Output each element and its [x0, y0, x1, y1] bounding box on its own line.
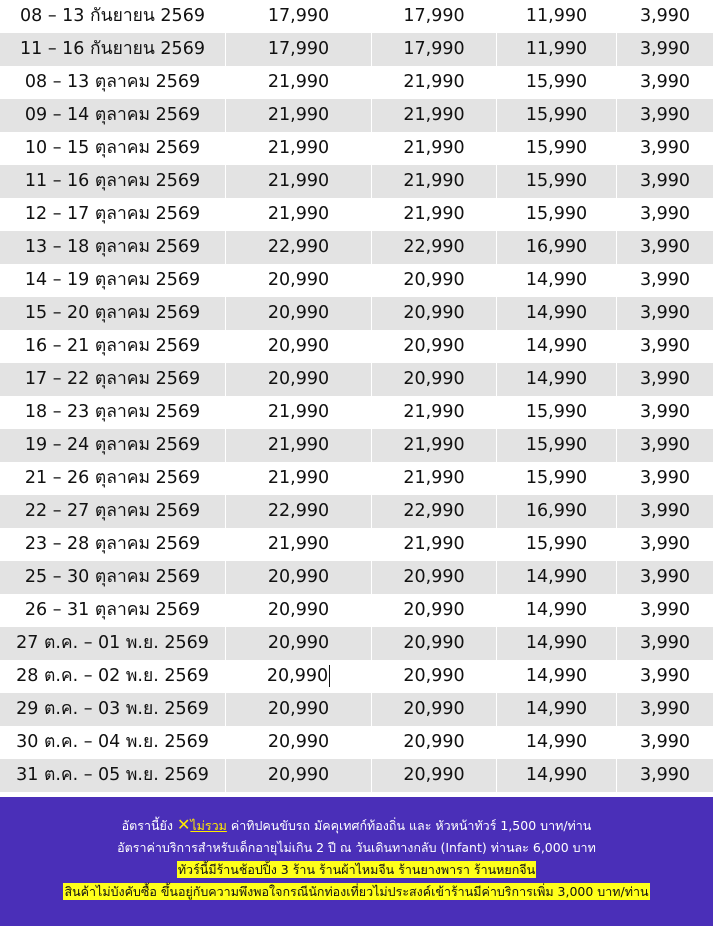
condition-line-4: [0, 881, 713, 903]
price-cell: [225, 165, 371, 198]
cell-text: 3,990: [639, 435, 691, 455]
price-cell: [616, 693, 713, 726]
price-cell: [616, 297, 713, 330]
cell-text: 3,990: [639, 633, 691, 653]
price-cell: [616, 396, 713, 429]
price-cell: [496, 66, 616, 99]
price-cell: [616, 528, 713, 561]
cell-text: 08 – 13 กันยายน 2569: [20, 6, 205, 26]
cell-text: 3,990: [639, 468, 691, 488]
price-cell: [371, 759, 496, 792]
price-cell: [371, 198, 496, 231]
table-row: [0, 297, 713, 330]
price-cell: [225, 660, 371, 693]
table-row: [0, 198, 713, 231]
cell-text: 22,990: [403, 501, 465, 521]
cell-text: 20,990: [267, 303, 330, 323]
price-cell: [371, 693, 496, 726]
cell-text: 13 – 18 ตุลาคม 2569: [24, 237, 201, 257]
cell-text: 20,990: [267, 336, 330, 356]
table-row: [0, 759, 713, 792]
cell-text: 3,990: [639, 600, 691, 620]
travel-date-cell: [0, 363, 225, 396]
price-cell: [496, 528, 616, 561]
cell-text: 20,990: [267, 369, 330, 389]
price-cell: [616, 462, 713, 495]
cell-text: 21,990: [403, 138, 465, 158]
price-cell: [496, 330, 616, 363]
table-row: [0, 165, 713, 198]
price-cell: [225, 495, 371, 528]
cell-text: 14 – 19 ตุลาคม 2569: [24, 270, 201, 290]
price-cell: [496, 660, 616, 693]
cell-text: 20,990: [267, 633, 330, 653]
price-cell: [225, 561, 371, 594]
price-cell: [225, 759, 371, 792]
table-row: [0, 330, 713, 363]
price-cell: [225, 264, 371, 297]
cell-text: 14,990: [525, 336, 588, 356]
cell-text: 17,990: [267, 39, 330, 59]
cell-text: 09 – 14 ตุลาคม 2569: [24, 105, 201, 125]
price-cell: [225, 693, 371, 726]
cell-text: 21 – 26 ตุลาคม 2569: [24, 468, 201, 488]
cell-text: 20,990: [267, 699, 330, 719]
cell-text: 3,990: [639, 336, 691, 356]
price-cell: [496, 759, 616, 792]
price-cell: [225, 594, 371, 627]
table-row: [0, 66, 713, 99]
table-row: [0, 264, 713, 297]
travel-date-cell: [0, 66, 225, 99]
cell-text: 11 – 16 ตุลาคม 2569: [24, 171, 201, 191]
travel-date-cell: [0, 627, 225, 660]
cell-text: 21,990: [267, 534, 330, 554]
price-cell: [371, 726, 496, 759]
cell-text: 21,990: [267, 402, 330, 422]
cell-text: 3,990: [639, 699, 691, 719]
cell-text: 14,990: [525, 765, 588, 785]
cell-text: 17,990: [267, 6, 330, 26]
price-cell: [616, 594, 713, 627]
cell-text: 29 ต.ค. – 03 พ.ย. 2569: [16, 699, 209, 719]
cell-text: 19 – 24 ตุลาคม 2569: [24, 435, 201, 455]
conditions-panel: [0, 797, 713, 926]
cell-text: 22,990: [267, 237, 330, 257]
cell-text: 20,990: [403, 303, 465, 323]
shopping-note: ทัวร์นี้มีร้านช้อปปิ้ง 3 ร้าน ร้านผ้าไหมจีน ร้านยางพารา ร้านหยกจีน: [177, 862, 536, 877]
cell-text: 08 – 13 ตุลาคม 2569: [24, 72, 201, 92]
price-cell: [496, 495, 616, 528]
cell-text: 21,990: [403, 468, 465, 488]
price-cell: [371, 462, 496, 495]
cell-text: 20,990: [403, 633, 465, 653]
cell-text: 22,990: [403, 237, 465, 257]
travel-date-cell: [0, 594, 225, 627]
price-cell: [616, 759, 713, 792]
price-cell: [496, 726, 616, 759]
table-row: [0, 627, 713, 660]
cell-text: 20,990: [403, 369, 465, 389]
price-cell: [496, 198, 616, 231]
cell-text: 23 – 28 ตุลาคม 2569: [24, 534, 201, 554]
cell-text: 3,990: [639, 138, 691, 158]
travel-date-cell: [0, 693, 225, 726]
cell-text: 20,990: [267, 600, 330, 620]
travel-date-cell: [0, 396, 225, 429]
table-row: [0, 528, 713, 561]
cell-text: 21,990: [403, 204, 465, 224]
price-cell: [371, 165, 496, 198]
price-cell: [616, 99, 713, 132]
price-cell: [371, 396, 496, 429]
not-included-label: ไม่รวม: [190, 818, 227, 833]
price-cell: [225, 462, 371, 495]
travel-date-cell: [0, 99, 225, 132]
cell-text: 11,990: [525, 6, 588, 26]
price-cell: [371, 495, 496, 528]
cell-text: 3,990: [639, 204, 691, 224]
price-cell: [496, 462, 616, 495]
cell-text: 21,990: [267, 138, 330, 158]
travel-date-cell: [0, 198, 225, 231]
cell-text: 15,990: [525, 435, 588, 455]
travel-date-cell: [0, 561, 225, 594]
cell-text: 3,990: [639, 765, 691, 785]
price-cell: [496, 132, 616, 165]
table-row: [0, 231, 713, 264]
price-cell: [616, 132, 713, 165]
cell-text: 20,990: [403, 567, 465, 587]
price-cell: [616, 429, 713, 462]
cell-text: 15,990: [525, 105, 588, 125]
cell-text: 21,990: [403, 402, 465, 422]
table-row: [0, 462, 713, 495]
price-cell: [371, 132, 496, 165]
price-cell: [371, 99, 496, 132]
price-cell: [496, 33, 616, 66]
cell-text: 21,990: [267, 468, 330, 488]
table-row: [0, 594, 713, 627]
price-cell: [225, 627, 371, 660]
price-cell: [496, 297, 616, 330]
cell-text: 20,990: [403, 270, 465, 290]
cell-text: 20,990: [403, 699, 465, 719]
cell-text: 30 ต.ค. – 04 พ.ย. 2569: [16, 732, 209, 752]
travel-date-cell: [0, 759, 225, 792]
cell-text: 11,990: [525, 39, 588, 59]
price-cell: [616, 660, 713, 693]
price-cell: [496, 363, 616, 396]
cell-text: 3,990: [639, 171, 691, 191]
cell-text: 21,990: [267, 204, 330, 224]
cell-text: 15,990: [525, 534, 588, 554]
cell-text: 21,990: [267, 171, 330, 191]
cell-text: 27 ต.ค. – 01 พ.ย. 2569: [16, 633, 209, 653]
price-cell: [225, 297, 371, 330]
travel-date-cell: [0, 726, 225, 759]
price-cell: [371, 264, 496, 297]
condition-line-3: [0, 859, 713, 881]
cell-text: 14,990: [525, 699, 588, 719]
condition-line-2: อัตราค่าบริการสำหรับเด็กอายุไม่เกิน 2 ปี ณ วันเดินทางกลับ (Infant) ท่านละ 6,000 บาท: [117, 840, 596, 855]
cell-text: 31 ต.ค. – 05 พ.ย. 2569: [16, 765, 209, 785]
cell-text: 21,990: [267, 435, 330, 455]
travel-date-cell: [0, 132, 225, 165]
cell-text: 20,990: [403, 600, 465, 620]
cell-text: 28 ต.ค. – 02 พ.ย. 2569: [16, 666, 209, 686]
cell-text: 21,990: [403, 171, 465, 191]
price-cell: [496, 264, 616, 297]
price-cell: [496, 99, 616, 132]
price-cell: [225, 363, 371, 396]
cell-text: 3,990: [639, 237, 691, 257]
cell-text: 20,990: [403, 732, 465, 752]
price-cell: [616, 363, 713, 396]
price-cell: [496, 594, 616, 627]
cell-text: 18 – 23 ตุลาคม 2569: [24, 402, 201, 422]
text-cursor: [329, 665, 330, 687]
travel-date-cell: [0, 231, 225, 264]
travel-date-cell: [0, 297, 225, 330]
cell-text: 14,990: [525, 369, 588, 389]
cell-text: 15,990: [525, 171, 588, 191]
cell-text: 22 – 27 ตุลาคม 2569: [24, 501, 201, 521]
cell-text: 14,990: [525, 567, 588, 587]
cell-text: 11 – 16 กันยายน 2569: [20, 39, 205, 59]
cell-text: 16 – 21 ตุลาคม 2569: [24, 336, 201, 356]
table-row: [0, 33, 713, 66]
price-cell: [496, 561, 616, 594]
price-cell: [371, 594, 496, 627]
cell-text: 3,990: [639, 72, 691, 92]
price-cell: [616, 33, 713, 66]
price-cell: [371, 231, 496, 264]
price-cell: [371, 429, 496, 462]
price-cell: [225, 0, 371, 33]
price-cell: [616, 495, 713, 528]
cell-text: 15 – 20 ตุลาคม 2569: [24, 303, 201, 323]
cell-text: 20,990: [267, 270, 330, 290]
cell-text: 3,990: [639, 567, 691, 587]
price-cell: [616, 264, 713, 297]
price-cell: [225, 231, 371, 264]
price-cell: [616, 231, 713, 264]
table-row: [0, 726, 713, 759]
cell-text: 3,990: [639, 732, 691, 752]
cell-text: 17,990: [403, 6, 465, 26]
cell-text: 3,990: [639, 303, 691, 323]
table-row: [0, 132, 713, 165]
price-cell: [225, 198, 371, 231]
cell-text: 3,990: [639, 666, 691, 686]
price-cell: [371, 297, 496, 330]
cell-text: 25 – 30 ตุลาคม 2569: [24, 567, 201, 587]
price-cell: [225, 528, 371, 561]
cell-text: 3,990: [639, 501, 691, 521]
table-row: [0, 495, 713, 528]
price-cell: [225, 99, 371, 132]
cell-text: 21,990: [267, 105, 330, 125]
table-row: [0, 561, 713, 594]
table-row: [0, 693, 713, 726]
table-row: [0, 429, 713, 462]
cell-text: 21,990: [403, 72, 465, 92]
cell-text: 3,990: [639, 270, 691, 290]
price-cell: [225, 33, 371, 66]
cross-icon: ✕: [176, 815, 191, 834]
cell-text: 12 – 17 ตุลาคม 2569: [24, 204, 201, 224]
price-cell: [225, 429, 371, 462]
price-cell: [371, 627, 496, 660]
price-cell: [225, 396, 371, 429]
cell-text: 22,990: [267, 501, 330, 521]
cell-text: 3,990: [639, 39, 691, 59]
travel-date-cell: [0, 0, 225, 33]
cell-text: 20,990: [267, 765, 330, 785]
cell-text: 20,990: [403, 336, 465, 356]
price-cell: [371, 561, 496, 594]
travel-date-cell: [0, 528, 225, 561]
price-cell: [496, 165, 616, 198]
cell-text: 17 – 22 ตุลาคม 2569: [24, 369, 201, 389]
shopping-fee-note: สินค้าไม่บังคับซื้อ ขึ้นอยู่กับความพึงพอใจกรณีนักท่องเที่ยวไม่ประสงค์เข้าร้านมีค่าบริการเพิ่ม 3,000 บาท/ท่าน: [64, 884, 649, 899]
cell-text: 3,990: [639, 402, 691, 422]
cell-text: 20,990: [267, 567, 330, 587]
table-row: [0, 99, 713, 132]
cell-text: 14,990: [525, 600, 588, 620]
price-cell: [616, 165, 713, 198]
price-cell: [225, 66, 371, 99]
cell-text: 10 – 15 ตุลาคม 2569: [24, 138, 201, 158]
cell-text: 15,990: [525, 402, 588, 422]
table-row: [0, 396, 713, 429]
travel-date-cell: [0, 165, 225, 198]
travel-date-cell: [0, 330, 225, 363]
table-row: [0, 0, 713, 33]
price-cell: [496, 0, 616, 33]
table-row: [0, 660, 713, 693]
condition-text: ค่าทิปคนขับรถ มัคคุเทศก์ท้องถิ่น และ หัวหน้าทัวร์ 1,500 บาท/ท่าน: [230, 818, 592, 833]
cell-text: 17,990: [403, 39, 465, 59]
cell-text: 14,990: [525, 303, 588, 323]
cell-text: 21,990: [403, 534, 465, 554]
price-cell: [496, 231, 616, 264]
cell-text: 15,990: [525, 204, 588, 224]
price-cell: [371, 660, 496, 693]
price-cell: [616, 561, 713, 594]
cell-text: 20,990: [403, 765, 465, 785]
price-cell: [371, 363, 496, 396]
price-cell: [496, 693, 616, 726]
price-cell: [371, 528, 496, 561]
price-cell: [371, 66, 496, 99]
travel-date-cell: [0, 495, 225, 528]
price-cell: [225, 132, 371, 165]
cell-text: 26 – 31 ตุลาคม 2569: [24, 600, 201, 620]
cell-text: 16,990: [525, 501, 588, 521]
cell-text: 20,990: [403, 666, 465, 686]
price-cell: [496, 396, 616, 429]
cell-text: 3,990: [639, 369, 691, 389]
cell-text: 3,990: [639, 105, 691, 125]
travel-date-cell: [0, 429, 225, 462]
price-cell: [371, 33, 496, 66]
price-cell: [616, 0, 713, 33]
price-cell: [616, 330, 713, 363]
cell-text: 21,990: [403, 435, 465, 455]
table-row: [0, 363, 713, 396]
price-cell: [496, 429, 616, 462]
price-cell: [225, 330, 371, 363]
price-cell: [371, 0, 496, 33]
price-cell: [616, 627, 713, 660]
condition-line-1: [0, 814, 713, 837]
cell-text: 20,990: [267, 732, 330, 752]
price-cell: [496, 627, 616, 660]
cell-text: 3,990: [639, 534, 691, 554]
cell-text: 15,990: [525, 138, 588, 158]
travel-date-cell: [0, 660, 225, 693]
cell-text: 16,990: [525, 237, 588, 257]
cell-text: 15,990: [525, 468, 588, 488]
price-cell: [616, 198, 713, 231]
travel-date-cell: [0, 264, 225, 297]
travel-date-cell: [0, 33, 225, 66]
cell-text: 20,990: [266, 666, 329, 686]
price-cell: [225, 726, 371, 759]
cell-text: 14,990: [525, 270, 588, 290]
condition-prefix: อัตรานี้ยัง: [121, 818, 173, 833]
cell-text: 15,990: [525, 72, 588, 92]
cell-text: 14,990: [525, 732, 588, 752]
travel-date-cell: [0, 462, 225, 495]
price-cell: [371, 330, 496, 363]
cell-text: 14,990: [525, 633, 588, 653]
cell-text: 21,990: [403, 105, 465, 125]
cell-text: 21,990: [267, 72, 330, 92]
cell-text: 14,990: [525, 666, 588, 686]
price-cell: [616, 726, 713, 759]
price-cell: [616, 66, 713, 99]
cell-text: 3,990: [639, 6, 691, 26]
